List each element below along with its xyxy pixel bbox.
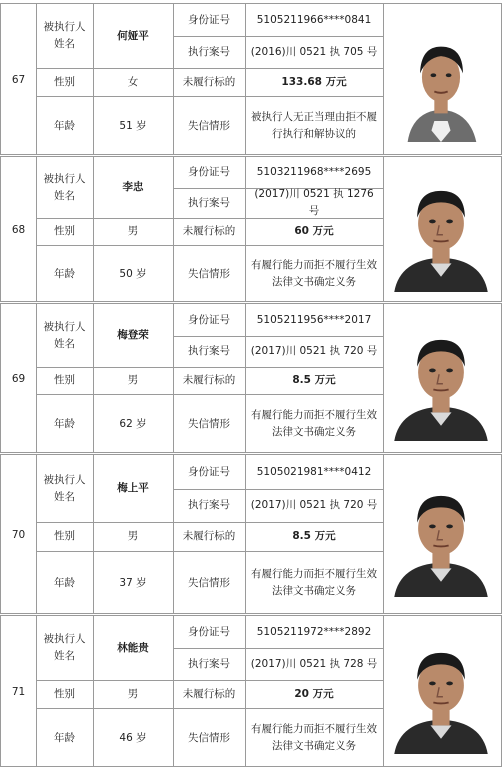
debtor-id-number: 5105021981****0412 — [256, 465, 372, 478]
debtor-name: 梅登荣 — [117, 329, 149, 342]
label-age: 年龄 — [54, 731, 75, 744]
label-unperformed-amount: 未履行标的 — [182, 687, 236, 700]
debtor-case-number: (2017)川 0521 执 720 号 — [250, 499, 378, 512]
record-number: 71 — [11, 685, 26, 698]
debtor-photo — [386, 630, 496, 754]
label-unperformed-amount: 未履行标的 — [182, 530, 236, 543]
label-id-number: 身份证号 — [188, 465, 230, 478]
label-gender: 性别 — [54, 530, 75, 543]
debtor-case-number: (2017)川 0521 执 1276 号 — [254, 188, 374, 217]
label-age: 年龄 — [54, 267, 75, 280]
label-case-number: 执行案号 — [188, 657, 230, 670]
record-number: 70 — [11, 528, 26, 541]
debtor-unperformed-amount: 60 万元 — [294, 225, 334, 238]
debtor-name: 梅上平 — [117, 482, 149, 495]
record-number: 68 — [11, 223, 26, 236]
debtor-unperformed-amount: 8.5 万元 — [292, 530, 336, 543]
grid-line — [383, 157, 384, 301]
label-id-number: 身份证号 — [188, 313, 230, 326]
debtor-case-number: (2017)川 0521 执 728 号 — [250, 657, 378, 670]
label-gender: 性别 — [54, 374, 75, 387]
label-gender: 性别 — [54, 225, 75, 238]
label-dishonest-situation: 失信情形 — [188, 576, 230, 589]
label-dishonest-situation: 失信情形 — [188, 267, 230, 280]
debtor-id-number: 5105211956****2017 — [256, 313, 372, 326]
record-69 — [0, 303, 502, 453]
debtor-dishonest-situation: 有履行能力而拒不履行生效 法律文书确定义务 — [251, 409, 377, 438]
debtor-gender: 男 — [127, 530, 139, 543]
debtor-case-number: (2017)川 0521 执 720 号 — [250, 345, 378, 358]
grid-line — [383, 304, 384, 452]
grid-line — [383, 4, 384, 154]
debtor-photo — [386, 473, 496, 597]
debtor-case-number: (2016)川 0521 执 705 号 — [250, 45, 378, 58]
label-unperformed-amount: 未履行标的 — [182, 374, 236, 387]
label-name: 被执行人 姓名 — [43, 320, 86, 350]
debtor-age: 37 岁 — [119, 576, 147, 589]
debtor-id-number: 5105211972****2892 — [256, 625, 372, 638]
debtor-photo — [386, 317, 496, 441]
label-age: 年龄 — [54, 417, 75, 430]
debtor-dishonest-situation: 被执行人无正当理由拒不履 行执行和解协议的 — [251, 111, 377, 140]
debtor-age: 46 岁 — [119, 731, 147, 744]
label-id-number: 身份证号 — [188, 625, 230, 638]
label-id-number: 身份证号 — [188, 13, 230, 26]
debtor-age: 62 岁 — [119, 417, 147, 430]
debtor-name: 何娅平 — [117, 29, 149, 42]
label-unperformed-amount: 未履行标的 — [182, 75, 236, 88]
label-case-number: 执行案号 — [188, 45, 230, 58]
label-case-number: 执行案号 — [188, 499, 230, 512]
debtor-age: 51 岁 — [119, 119, 147, 132]
label-gender: 性别 — [54, 75, 75, 88]
debtor-unperformed-amount: 133.68 万元 — [281, 75, 347, 88]
label-case-number: 执行案号 — [188, 345, 230, 358]
debtor-unperformed-amount: 8.5 万元 — [292, 374, 336, 387]
record-67 — [0, 3, 502, 155]
debtor-gender: 女 — [127, 75, 139, 88]
debtor-gender: 男 — [127, 374, 139, 387]
debtor-photo — [386, 168, 496, 292]
label-id-number: 身份证号 — [188, 166, 230, 179]
grid-line — [383, 455, 384, 613]
label-age: 年龄 — [54, 576, 75, 589]
record-68 — [0, 156, 502, 302]
label-name: 被执行人 姓名 — [43, 21, 86, 50]
debtor-photo — [386, 18, 496, 142]
label-name: 被执行人 姓名 — [43, 473, 86, 503]
debtor-dishonest-situation: 有履行能力而拒不履行生效 法律文书确定义务 — [251, 259, 377, 288]
label-name: 被执行人 姓名 — [43, 172, 86, 202]
label-gender: 性别 — [54, 687, 75, 700]
debtor-gender: 男 — [127, 225, 139, 238]
label-case-number: 执行案号 — [188, 196, 230, 209]
grid-line — [383, 616, 384, 766]
record-number: 69 — [11, 372, 26, 385]
debtor-dishonest-situation: 有履行能力而拒不履行生效 法律文书确定义务 — [251, 568, 377, 597]
record-number: 67 — [11, 73, 26, 86]
debtor-gender: 男 — [127, 687, 139, 700]
debtor-id-number: 5105211966****0841 — [256, 13, 372, 26]
label-dishonest-situation: 失信情形 — [188, 417, 230, 430]
debtor-age: 50 岁 — [119, 267, 147, 280]
label-dishonest-situation: 失信情形 — [188, 119, 230, 132]
debtor-name: 李忠 — [122, 181, 144, 194]
label-name: 被执行人 姓名 — [43, 633, 86, 662]
label-dishonest-situation: 失信情形 — [188, 731, 230, 744]
label-age: 年龄 — [54, 119, 75, 132]
debtor-id-number: 5103211968****2695 — [256, 166, 372, 179]
debtor-dishonest-situation: 有履行能力而拒不履行生效 法律文书确定义务 — [251, 723, 377, 752]
label-unperformed-amount: 未履行标的 — [182, 225, 236, 238]
record-70 — [0, 454, 502, 614]
debtor-unperformed-amount: 20 万元 — [294, 687, 334, 700]
debtor-name: 林能贵 — [117, 641, 149, 654]
record-71 — [0, 615, 502, 767]
